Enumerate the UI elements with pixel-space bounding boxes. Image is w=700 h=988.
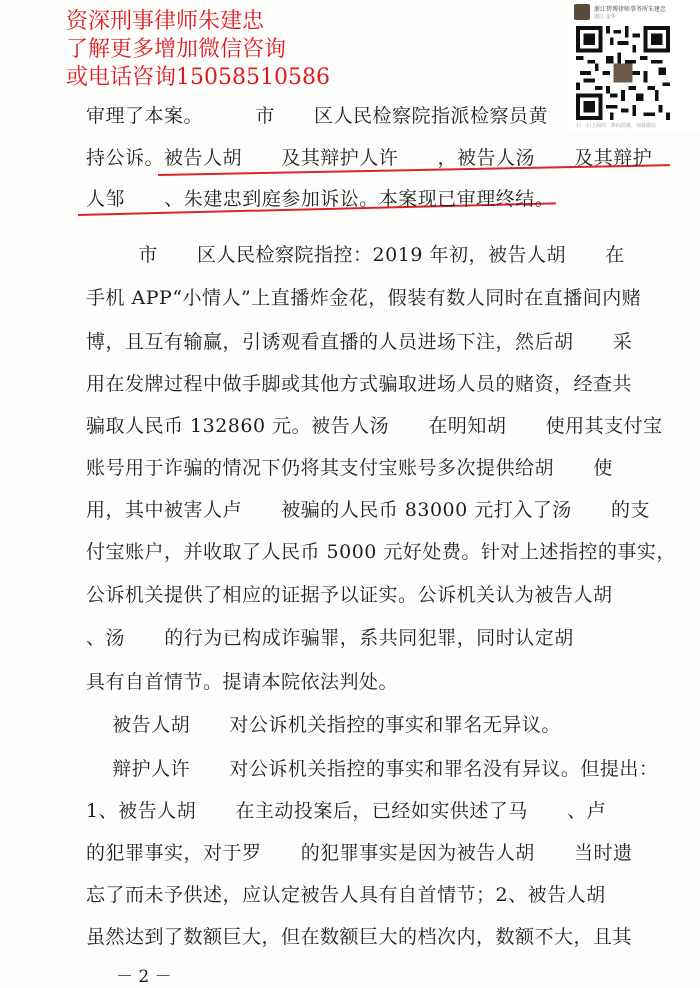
doc-line-15: 被告人胡 对公诉机关指控的事实和罪名无异议。: [86, 714, 561, 736]
doc-line-20: 虽然达到了数额巨大，但在数额巨大的档次内，数额不大，且其: [86, 926, 633, 948]
doc-line-8: 骗取人民币 132860 元。被告人汤 在明知胡 使用其支付宝: [86, 415, 663, 437]
advert-line-3: 或电话咨询15058510586: [66, 65, 330, 90]
qr-name: 浙江碧博律师事务所朱建忠: [594, 6, 667, 13]
qr-location: 浙江 金华: [594, 14, 616, 20]
doc-line-13: 、汤 的行为已构成诈骗罪，系共同犯罪，同时认定胡: [86, 627, 574, 649]
doc-line-17: 1、被告人胡 在主动投案后，已经如实供述了马 、卢: [86, 800, 607, 822]
doc-line-18: 的犯罪事实，对于罗 的犯罪事实是因为被告人胡 当时遗: [86, 842, 633, 864]
advert-line-2: 了解更多增加微信咨询: [66, 37, 287, 62]
wechat-qr-card: [566, 0, 700, 132]
doc-line-11: 付宝账户，并收取了人民币 5000 元好处费。针对上述指控的事实，: [86, 541, 676, 563]
doc-line-12: 公诉机关提供了相应的证据予以证实。公诉机关认为被告人胡: [86, 584, 613, 606]
doc-line-9: 账号用于诈骗的情况下仍将其支付宝账号多次提供给胡 使: [86, 457, 613, 479]
doc-line-3: 人邹 、朱建忠到庭参加诉讼。本案现已审理终结。: [86, 188, 555, 210]
doc-line-4: 市 区人民检察院指控：2019 年初，被告人胡 在: [86, 244, 625, 266]
doc-line-7: 用在发牌过程中做手脚或其他方式骗取进场人员的赌资，经查共: [86, 373, 633, 395]
qr-header: [574, 4, 694, 22]
advert-text: [66, 8, 330, 92]
doc-line-6: 博，且互有输赢，引诱观看直播的人员进场下注，然后胡 采: [86, 331, 633, 353]
page-number: － 2 －: [116, 967, 172, 987]
doc-line-10: 用，其中被害人卢 被骗的人民币 83000 元打入了汤 的支: [86, 499, 650, 521]
qr-caption: 扫一扫上面的二维码图案，加我微信: [576, 123, 657, 129]
qr-code-icon: [576, 26, 670, 120]
doc-line-1: 审理了本案。 市 区人民检察院指派检察员黄: [86, 105, 549, 127]
doc-line-2: 持公诉。被告人胡 及其辩护人许 ，被告人汤 及其辩护: [86, 147, 653, 169]
avatar: [574, 4, 590, 20]
doc-line-19: 忘了而未予供述，应认定被告人具有自首情节；2、被告人胡: [86, 884, 606, 906]
advert-line-1: 资深刑事律师朱建忠: [66, 9, 265, 34]
doc-line-5: 手机 APP“小情人”上直播炸金花，假装有数人同时在直播间内赌: [86, 287, 642, 309]
doc-line-14: 具有自首情节。提请本院依法判处。: [86, 671, 399, 693]
doc-line-16: 辩护人许 对公诉机关指控的事实和罪名没有异议。但提出：: [86, 758, 659, 780]
